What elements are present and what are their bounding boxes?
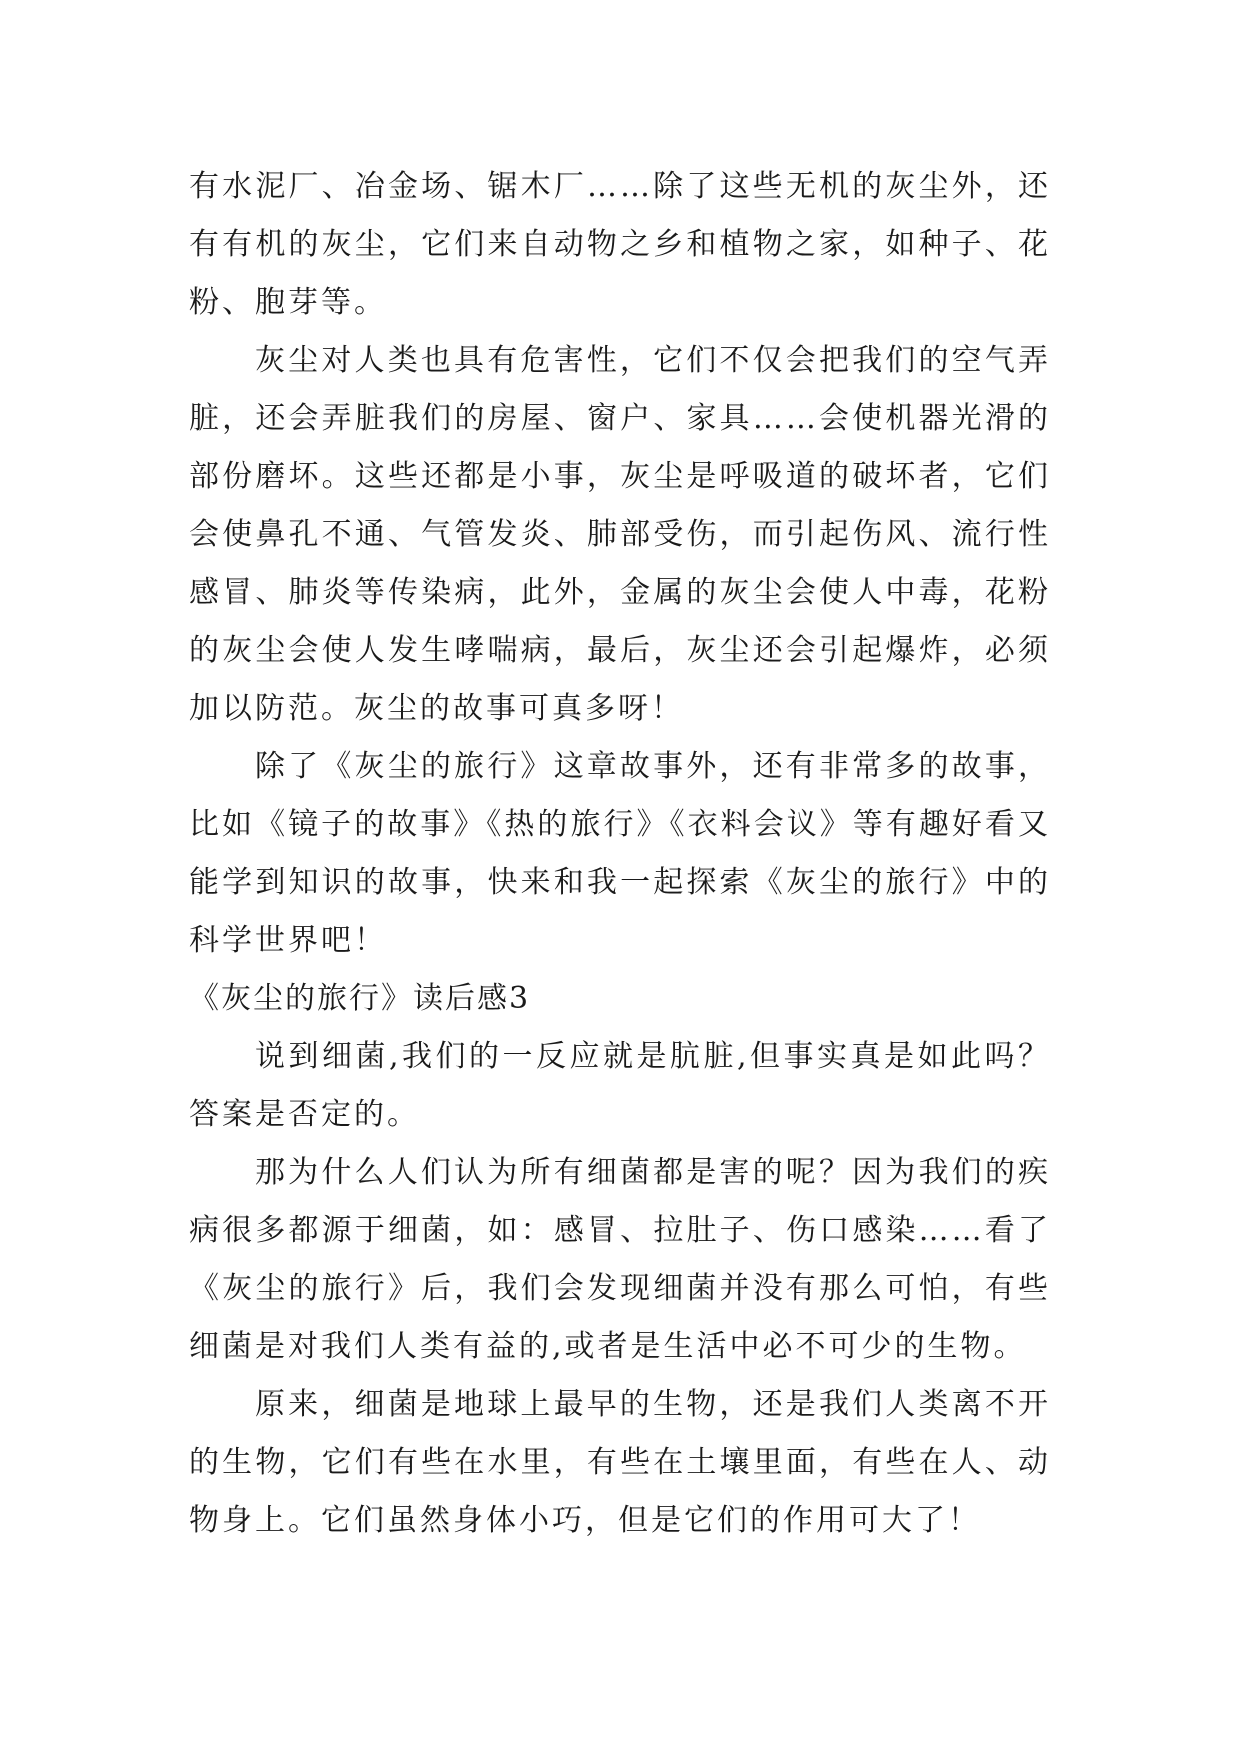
paragraph-bacteria-intro: 说到细菌,我们的一反应就是肮脏,但事实真是如此吗？答案是否定的。 [189, 1039, 1051, 1132]
document-body [189, 158, 1051, 1550]
paragraph-dust-harm: 灰尘对人类也具有危害性，它们不仅会把我们的空气弄脏，还会弄脏我们的房屋、窗户、家具……会使机器光滑的部份磨坏。这些还都是小事，灰尘是呼吸道的破坏者，它们会使鼻孔不通、气管发炎、肺部受伤，而引起伤风、流行性感冒、肺炎等传染病，此外，金属的灰尘会使人中毒，花粉的灰尘会使人发生哮喘病，最后，灰尘还会引起爆炸，必须加以防范。灰尘的故事可真多呀！ [189, 343, 1051, 726]
paragraph-other-stories: 除了《灰尘的旅行》这章故事外，还有非常多的故事，比如《镜子的故事》《热的旅行》《衣料会议》等有趣好看又能学到知识的故事，快来和我一起探索《灰尘的旅行》中的科学世界吧！ [189, 749, 1051, 958]
section-heading: 《灰尘的旅行》读后感3 [189, 981, 531, 1016]
paragraph-dust-sources: 有水泥厂、冶金场、锯木厂……除了这些无机的灰尘外，还有有机的灰尘，它们来自动物之乡和植物之家，如种子、花粉、胞芽等。 [189, 169, 1051, 320]
paragraph-bacteria-origin: 原来，细菌是地球上最早的生物，还是我们人类离不开的生物，它们有些在水里，有些在土壤里面，有些在人、动物身上。它们虽然身体小巧，但是它们的作用可大了！ [189, 1387, 1051, 1538]
paragraph-bacteria-harm: 那为什么人们认为所有细菌都是害的呢？因为我们的疾病很多都源于细菌，如：感冒、拉肚子、伤口感染……看了《灰尘的旅行》后，我们会发现细菌并没有那么可怕，有些细菌是对我们人类有益的,或者是生活中必不可少的生物。 [189, 1155, 1051, 1364]
